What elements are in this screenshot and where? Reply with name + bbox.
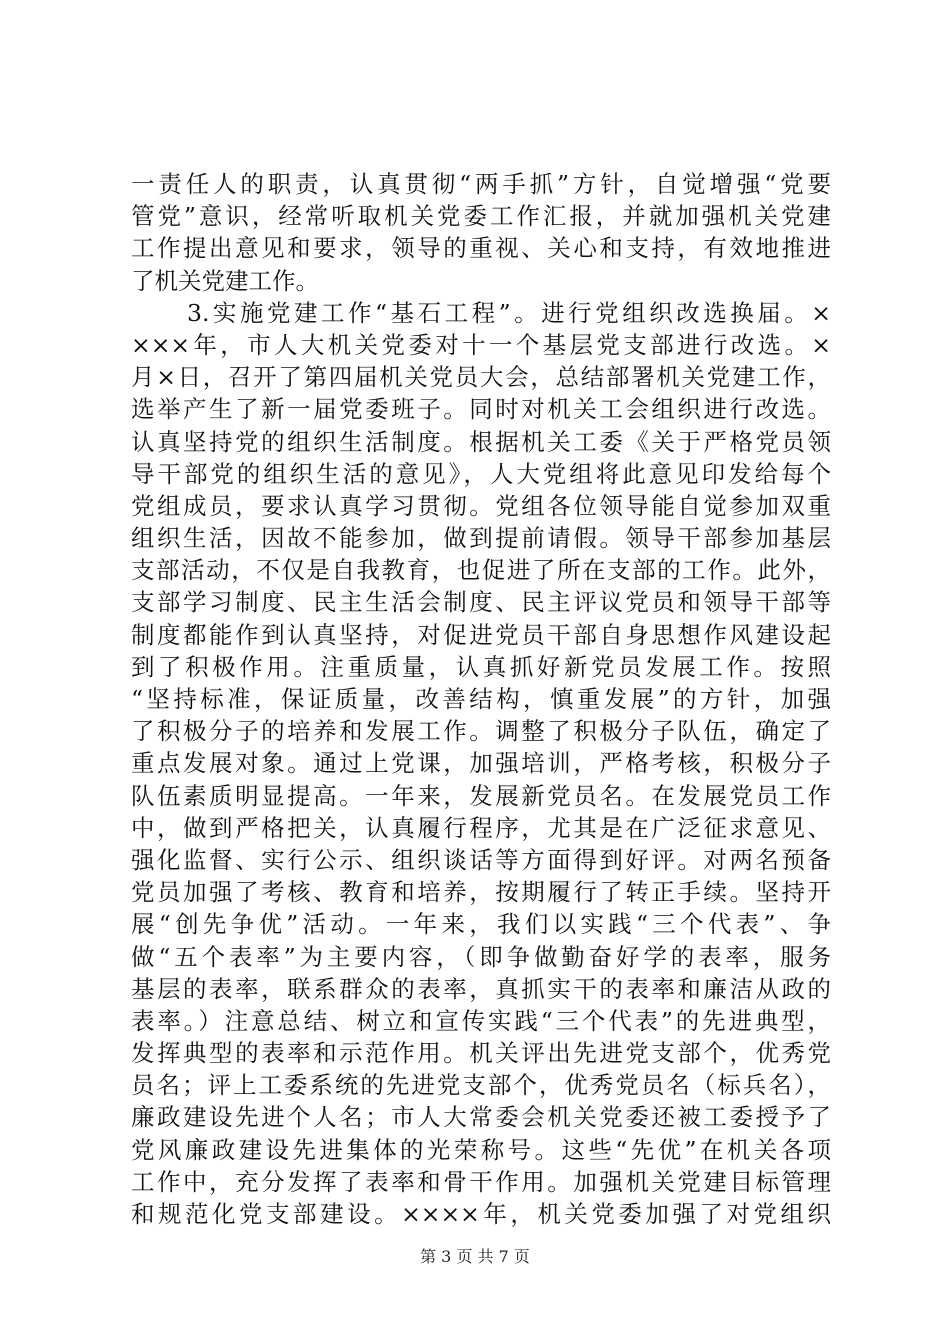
text-line-18: 了积极分子的培养和发展工作。调整了积极分子队伍，确定了 (131, 717, 831, 746)
text-line-23: 党员加强了考核、教育和培养，按期履行了转正手续。坚持开 (131, 878, 831, 907)
text-line-8: 选举产生了新一届党委班子。同时对机关工会组织进行改选。 (131, 395, 831, 424)
text-line-27: 表率。）注意总结、树立和宣传实践“三个代表”的先进典型， (131, 1006, 831, 1035)
text-line-5: 3.实施党建工作“基石工程”。进行党组织改选换届。× (187, 298, 831, 327)
page-number-footer: 第 3 页 共 7 页 (420, 1247, 530, 1266)
document-body (131, 168, 831, 1230)
text-line-25: 做“五个表率”为主要内容，（即争做勤奋好学的表率，服务 (131, 942, 831, 971)
text-line-28: 发挥典型的表率和示范作用。机关评出先进党支部个，优秀党 (131, 1039, 831, 1068)
text-line-31: 党风廉政建设先进集体的光荣称号。这些“先优”在机关各项 (131, 1135, 831, 1164)
text-line-30: 廉政建设先进个人名；市人大常委会机关党委还被工委授予了 (131, 1103, 831, 1132)
text-line-17: “坚持标准，保证质量，改善结构，慎重发展”的方针，加强 (131, 685, 831, 713)
text-line-6: ×××年，市人大机关党委对十一个基层党支部进行改选。× (131, 330, 831, 359)
text-line-33: 和规范化党支部建设。××××年，机关党委加强了对党组织 (131, 1200, 831, 1228)
text-line-7: 月×日，召开了第四届机关党员大会，总结部署机关党建工作， (131, 363, 831, 392)
text-line-20: 队伍素质明显提高。一年来，发展新党员名。在发展党员工作 (131, 781, 831, 810)
text-line-3: 工作提出意见和要求，领导的重视、关心和支持，有效地推进 (131, 234, 831, 263)
text-line-11: 党组成员，要求认真学习贯彻。党组各位领导能自觉参加双重 (131, 491, 831, 520)
text-line-32: 工作中，充分发挥了表率和骨干作用。加强机关党建目标管理 (131, 1167, 831, 1196)
text-line-22: 强化监督、实行公示、组织谈话等方面得到好评。对两名预备 (131, 845, 831, 874)
text-line-19: 重点发展对象。通过上党课，加强培训，严格考核，积极分子 (131, 749, 831, 778)
text-line-9: 认真坚持党的组织生活制度。根据机关工委《关于严格党员领 (131, 427, 831, 456)
text-line-1: 一责任人的职责，认真贯彻“两手抓”方针，自觉增强“党要 (131, 170, 831, 198)
text-line-21: 中，做到严格把关，认真履行程序，尤其是在广泛征求意见、 (131, 813, 831, 842)
text-line-29: 员名；评上工委系统的先进党支部个，优秀党员名（标兵名）， (131, 1071, 831, 1100)
text-line-26: 基层的表率，联系群众的表率，真抓实干的表率和廉洁从政的 (131, 974, 831, 1003)
text-line-10: 导干部党的组织生活的意见》，人大党组将此意见印发给每个 (131, 459, 831, 488)
text-line-15: 制度都能作到认真坚持，对促进党员干部自身思想作风建设起 (131, 620, 831, 649)
text-line-12: 组织生活，因故不能参加，做到提前请假。领导干部参加基层 (131, 524, 831, 553)
text-line-13: 支部活动，不仅是自我教育，也促进了所在支部的工作。此外， (131, 556, 831, 585)
text-line-4: 了机关党建工作。 (131, 266, 319, 295)
text-line-2: 管党”意识，经常听取机关党委工作汇报，并就加强机关党建 (131, 202, 831, 231)
text-line-24: 展“创先争优”活动。一年来，我们以实践“三个代表”、争 (131, 910, 831, 939)
text-line-16: 到了积极作用。注重质量，认真抓好新党员发展工作。按照 (131, 652, 831, 681)
text-line-14: 支部学习制度、民主生活会制度、民主评议党员和领导干部等 (131, 588, 831, 617)
